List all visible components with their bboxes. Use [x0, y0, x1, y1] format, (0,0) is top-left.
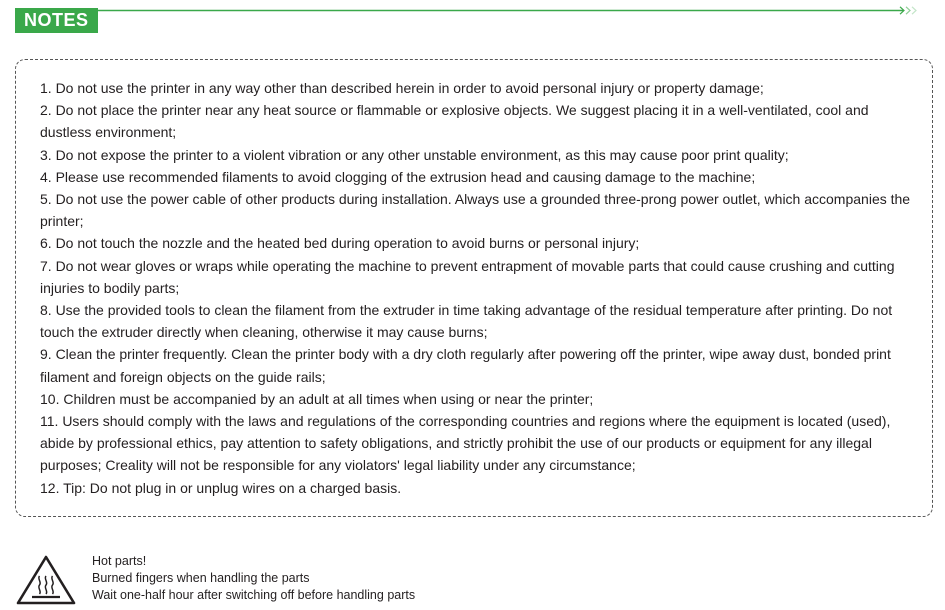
notes-box [15, 59, 933, 517]
note-item: 10. Children must be accompanied by an adult at all times when using or near the printer; [40, 390, 594, 407]
notes-header [15, 6, 930, 34]
note-item: 11. Users should comply with the laws and regulations of the corresponding countries and regions where the equipment is located (used), abide by professional ethics, pay attention to safety obligations, and strictly prohibit the use of our products or equipment for any illegal purposes; Creality will not be responsible for any violators' legal liability under any circumstance; [40, 413, 891, 474]
note-item: 3. Do not expose the printer to a violent vibration or any other unstable environment, as this may cause poor print quality; [40, 146, 789, 163]
note-item: 7. Do not wear gloves or wraps while operating the machine to prevent entrapment of movable parts that could cause crushing and cutting injuries to bodily parts; [40, 257, 895, 296]
note-item: 4. Please use recommended filaments to avoid clogging of the extrusion head and causing damage to the machine; [40, 168, 756, 185]
note-item: 6. Do not touch the nozzle and the heated bed during operation to avoid burns or personal injury; [40, 235, 640, 252]
note-item: 1. Do not use the printer in any way other than described herein in order to avoid personal injury or property damage; [40, 80, 764, 96]
warning-text [92, 553, 415, 604]
note-item: 8. Use the provided tools to clean the filament from the extruder in time taking advantage of the residual temperature after printing. Do not touch the extruder directly when cleaning, otherwise it may cause burns; [40, 302, 893, 341]
note-item: 12. Tip: Do not plug in or unplug wires on a charged basis. [40, 479, 402, 496]
hot-parts-warning [15, 553, 515, 608]
hot-surface-warning-icon [15, 554, 77, 606]
notes-list [40, 77, 912, 499]
header-divider-arrow [15, 6, 930, 34]
warning-line: Burned fingers when handling the parts [92, 571, 310, 585]
notes-title: NOTES [15, 8, 98, 33]
warning-title: Hot parts! [92, 554, 147, 568]
warning-line: Wait one-half hour after switching off before handling parts [92, 588, 416, 602]
note-item: 9. Clean the printer frequently. Clean the printer body with a dry cloth regularly after powering off the printer, wipe away dust, bonded print filament and foreign objects on the guide rails; [40, 346, 891, 385]
note-item: 2. Do not place the printer near any heat source or flammable or explosive objects. We suggest placing it in a well-ventilated, cool and dustless environment; [40, 102, 869, 141]
note-item: 5. Do not use the power cable of other products during installation. Always use a grounded three-prong power outlet, which accompanies the printer; [40, 191, 911, 230]
